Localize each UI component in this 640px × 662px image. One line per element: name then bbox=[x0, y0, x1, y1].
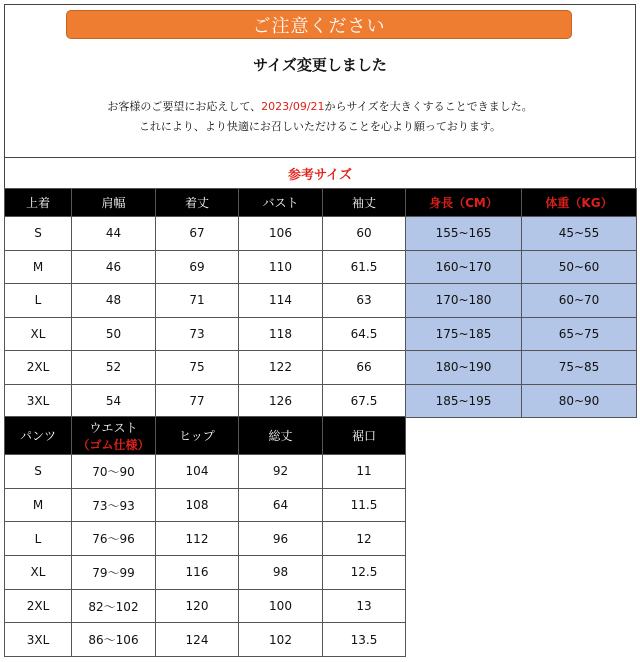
table-cell: 175~185 bbox=[406, 317, 522, 351]
table-row bbox=[5, 317, 637, 351]
waist-label: ウエスト bbox=[89, 420, 138, 435]
col-header: バスト bbox=[239, 189, 323, 217]
change-date: 2023/09/21 bbox=[261, 100, 325, 113]
size-label-cell: M bbox=[5, 250, 72, 284]
col-header: 肩幅 bbox=[72, 189, 156, 217]
col-header: 着丈 bbox=[156, 189, 239, 217]
table-cell: 60~70 bbox=[522, 284, 637, 318]
table-cell: 126 bbox=[239, 384, 323, 418]
table-row bbox=[5, 250, 637, 284]
table-cell: 46 bbox=[72, 250, 156, 284]
table-row bbox=[5, 284, 637, 318]
table-cell: 160~170 bbox=[406, 250, 522, 284]
table-cell: 65~75 bbox=[522, 317, 637, 351]
table-cell: 61.5 bbox=[323, 250, 406, 284]
size-label-cell: M bbox=[5, 488, 72, 522]
message-text: からサイズを大きくすることできました。 bbox=[324, 100, 533, 113]
table-cell: 64 bbox=[239, 488, 323, 522]
table-cell: 11 bbox=[323, 455, 406, 489]
table-cell: 60 bbox=[323, 217, 406, 251]
table-cell: 170~180 bbox=[406, 284, 522, 318]
table-cell: 112 bbox=[156, 522, 239, 556]
table-cell: 79～99 bbox=[72, 556, 156, 590]
table-cell: 63 bbox=[323, 284, 406, 318]
table-cell: 82～102 bbox=[72, 589, 156, 623]
table-cell: 11.5 bbox=[323, 488, 406, 522]
table-cell: 77 bbox=[156, 384, 239, 418]
table-row bbox=[5, 384, 637, 418]
table-cell: 120 bbox=[156, 589, 239, 623]
table-cell: 76～96 bbox=[72, 522, 156, 556]
table-cell: 64.5 bbox=[323, 317, 406, 351]
top-size-table bbox=[4, 188, 637, 418]
table-row bbox=[5, 455, 406, 489]
table-cell: 106 bbox=[239, 217, 323, 251]
size-label-cell: 2XL bbox=[5, 351, 72, 385]
notice-message-line2: これにより、より快適にお召しいただけることを心より願っております。 bbox=[138, 120, 502, 133]
table-cell: 44 bbox=[72, 217, 156, 251]
table-cell: 50~60 bbox=[522, 250, 637, 284]
table-cell: 52 bbox=[72, 351, 156, 385]
table-cell: 48 bbox=[72, 284, 156, 318]
size-label-cell: 2XL bbox=[5, 589, 72, 623]
col-header: 袖丈 bbox=[323, 189, 406, 217]
table-cell: 96 bbox=[239, 522, 323, 556]
message-text: お客様のご要望にお応えして、 bbox=[107, 100, 262, 113]
table-row bbox=[5, 589, 406, 623]
table-cell: 100 bbox=[239, 589, 323, 623]
size-label-cell: 3XL bbox=[5, 623, 72, 657]
table-cell: 67.5 bbox=[323, 384, 406, 418]
table-cell: 86～106 bbox=[72, 623, 156, 657]
waist-note: （ゴム仕様） bbox=[77, 437, 150, 452]
col-header-weight: 体重（KG） bbox=[522, 189, 637, 217]
table-cell: 12.5 bbox=[323, 556, 406, 590]
table-cell: 108 bbox=[156, 488, 239, 522]
table-cell: 13 bbox=[323, 589, 406, 623]
col-header: パンツ bbox=[5, 417, 72, 455]
size-label-cell: L bbox=[5, 284, 72, 318]
table-cell: 185~195 bbox=[406, 384, 522, 418]
col-header-waist bbox=[72, 417, 156, 455]
size-label-cell: L bbox=[5, 522, 72, 556]
table-cell: 54 bbox=[72, 384, 156, 418]
table-cell: 75 bbox=[156, 351, 239, 385]
notice-headline: サイズ変更しました bbox=[253, 56, 387, 74]
table-cell: 69 bbox=[156, 250, 239, 284]
table-cell: 50 bbox=[72, 317, 156, 351]
table-cell: 98 bbox=[239, 556, 323, 590]
table-cell: 124 bbox=[156, 623, 239, 657]
table-cell: 104 bbox=[156, 455, 239, 489]
table-row bbox=[5, 351, 637, 385]
table-row bbox=[5, 217, 637, 251]
notice-message-line1 bbox=[0, 98, 640, 114]
col-header: 裾口 bbox=[323, 417, 406, 455]
table-cell: 114 bbox=[239, 284, 323, 318]
table-cell: 75~85 bbox=[522, 351, 637, 385]
table-cell: 155~165 bbox=[406, 217, 522, 251]
pants-size-table bbox=[4, 416, 406, 657]
notice-banner: ご注意ください bbox=[66, 10, 572, 39]
col-header: 総丈 bbox=[239, 417, 323, 455]
size-label-cell: XL bbox=[5, 556, 72, 590]
table-row bbox=[5, 623, 406, 657]
table-cell: 73～93 bbox=[72, 488, 156, 522]
table-row bbox=[5, 556, 406, 590]
table-cell: 110 bbox=[239, 250, 323, 284]
size-label-cell: S bbox=[5, 455, 72, 489]
col-header: ヒップ bbox=[156, 417, 239, 455]
table-cell: 92 bbox=[239, 455, 323, 489]
table-cell: 102 bbox=[239, 623, 323, 657]
col-header-height: 身長（CM） bbox=[406, 189, 522, 217]
table-cell: 67 bbox=[156, 217, 239, 251]
table-cell: 12 bbox=[323, 522, 406, 556]
table-row bbox=[5, 522, 406, 556]
col-header: 上着 bbox=[5, 189, 72, 217]
table-cell: 118 bbox=[239, 317, 323, 351]
table-cell: 116 bbox=[156, 556, 239, 590]
size-label-cell: XL bbox=[5, 317, 72, 351]
table-cell: 73 bbox=[156, 317, 239, 351]
table-cell: 70～90 bbox=[72, 455, 156, 489]
size-label-cell: 3XL bbox=[5, 384, 72, 418]
table-cell: 80~90 bbox=[522, 384, 637, 418]
table-cell: 45~55 bbox=[522, 217, 637, 251]
table-row bbox=[5, 488, 406, 522]
table-cell: 122 bbox=[239, 351, 323, 385]
table-cell: 180~190 bbox=[406, 351, 522, 385]
size-section-title: 参考サイズ bbox=[4, 157, 636, 188]
size-label-cell: S bbox=[5, 217, 72, 251]
table-cell: 13.5 bbox=[323, 623, 406, 657]
table-cell: 66 bbox=[323, 351, 406, 385]
table-cell: 71 bbox=[156, 284, 239, 318]
